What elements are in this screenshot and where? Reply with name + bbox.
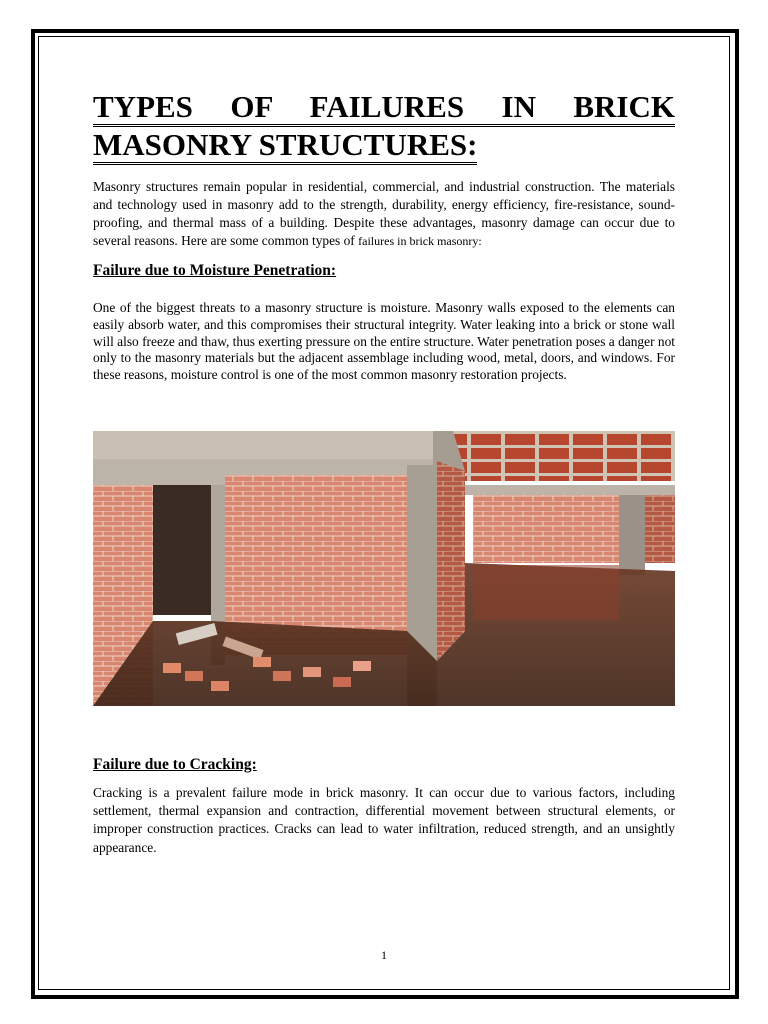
intro-text: Masonry structures remain popular in residential, commercial, and industrial construction. The materials and technology used in masonry add to the strength, durability, energy efficiency, fire-resistance, sound-proofing, and thermal mass of a building. Despite these advantages, masonry damage can occur due to several reasons. Here are some common types of (93, 179, 675, 248)
section-cracking (93, 754, 675, 857)
ceiling-hollow-blocks (433, 431, 675, 481)
column-back (619, 495, 645, 575)
document-title: TYPES OF FAILURES IN BRICK MASONRY STRUCTURES: (93, 88, 675, 164)
back-brick-wall (473, 495, 619, 563)
section-body-cracking: Cracking is a prevalent failure mode in brick masonry. It can occur due to various factors, including settlement, thermal expansion and contraction, differential movement between structural elements, or improper construction practices. Cracks can lead to water infiltration, reduced strength, and an unsightly appearance. (93, 785, 675, 855)
intro-tail: failures in brick masonry: (358, 234, 482, 248)
back-beam (465, 485, 675, 495)
section-heading-cracking: Failure due to Cracking: (93, 756, 257, 773)
section-heading-moisture: Failure due to Moisture Penetration: (93, 262, 337, 279)
section-body-moisture: One of the biggest threats to a masonry structure is moisture. Masonry walls exposed to the elements can easily absorb water, and this compromises their structural integrity. Water leaking into a brick or stone wall will also freeze and thaw, thus exerting pressure on the entire structure. Water penetration poses a danger not only to the masonry materials but the adjacent assemblage including wood, metal, doors, and windows. For these reasons, moisture control is one of the most common masonry restoration projects. (93, 300, 675, 383)
page-number: 1 (381, 948, 387, 962)
intro-paragraph (93, 178, 675, 250)
document-body (93, 88, 675, 384)
right-side-wall (437, 461, 465, 661)
flooded-basement-photo (93, 431, 675, 706)
water-reflection (473, 565, 619, 620)
far-brick-wall (645, 495, 675, 563)
doorway (153, 485, 211, 615)
